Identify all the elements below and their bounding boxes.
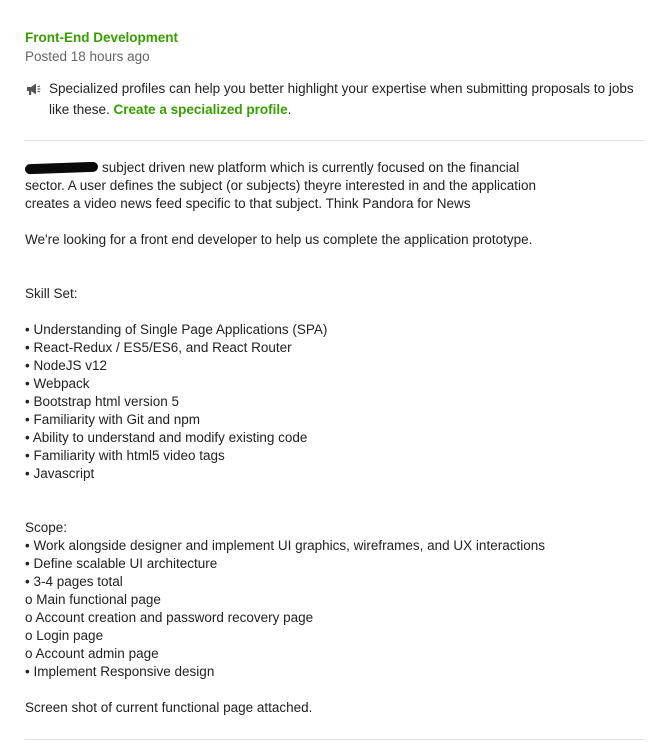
skill-item: • Ability to understand and modify existing code	[25, 430, 308, 445]
create-specialized-profile-link[interactable]: Create a specialized profile	[113, 102, 288, 117]
notice-period: .	[287, 102, 292, 117]
scope-item: o Login page	[25, 628, 104, 643]
skill-item: • Familiarity with html5 video tags	[25, 448, 225, 463]
scope-heading: Scope:	[25, 520, 68, 535]
job-description	[25, 159, 640, 717]
scope-item: • 3-4 pages total	[25, 574, 123, 589]
scope-item: • Work alongside designer and implement UI graphics, wireframes, and UX interactions	[25, 538, 545, 553]
scope-item: o Main functional page	[25, 592, 161, 607]
skill-item: • Familiarity with Git and npm	[25, 412, 201, 427]
notice-message: Specialized profiles can help you better highlight your expertise when submitting proposals to jobs like these.	[49, 81, 634, 117]
notice-text	[49, 78, 634, 120]
closing-text: Screen shot of current functional page attached.	[25, 700, 313, 715]
intro-line-1: subject driven new platform which is currently focused on the financial	[102, 160, 520, 175]
job-category-title: Front-End Development	[25, 30, 179, 45]
intro-line-3: creates a video news feed specific to that subject. Think Pandora for News	[25, 196, 471, 211]
megaphone-icon	[25, 81, 41, 97]
scope-item: • Implement Responsive design	[25, 664, 215, 679]
divider	[25, 739, 645, 740]
skill-item: • Understanding of Single Page Applications (SPA)	[25, 322, 328, 337]
skill-set-heading: Skill Set:	[25, 286, 78, 301]
scope-item: o Account admin page	[25, 646, 159, 661]
redacted-company-name	[25, 162, 98, 175]
looking-for-text: We're looking for a front end developer to help us complete the application prototype.	[25, 232, 533, 247]
divider	[25, 140, 645, 141]
scope-item: • Define scalable UI architecture	[25, 556, 218, 571]
skill-item: • NodeJS v12	[25, 358, 108, 373]
skill-item: • Webpack	[25, 376, 90, 391]
skill-item: • Javascript	[25, 466, 95, 481]
skill-item: • React-Redux / ES5/ES6, and React Router	[25, 340, 292, 355]
skill-item: • Bootstrap html version 5	[25, 394, 180, 409]
posted-time: Posted 18 hours ago	[25, 49, 150, 64]
intro-line-2: sector. A user defines the subject (or subjects) theyre interested in and the application	[25, 178, 537, 193]
scope-item: o Account creation and password recovery page	[25, 610, 314, 625]
